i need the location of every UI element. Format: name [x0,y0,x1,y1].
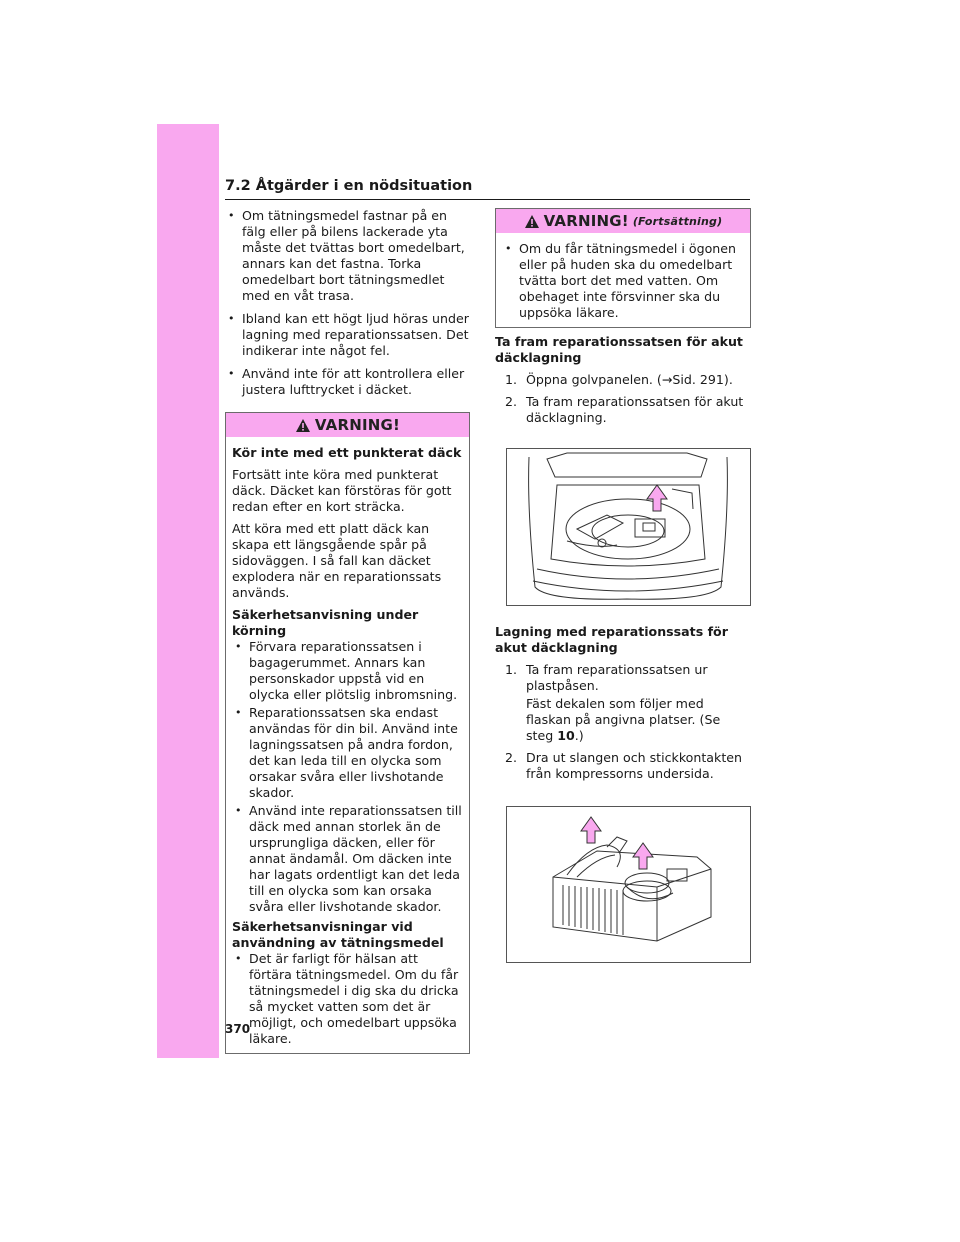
list-item: • Förvara reparationssatsen i bagagerummet. Annars kan personskador uppstå vid en olycka eller plötslig inbromsning. [232,639,463,703]
step-list [495,662,751,782]
up-arrow-icon [633,843,653,869]
list-item: • Använd inte för att kontrollera eller justera lufttrycket i däcket. [225,366,470,398]
list-item: • Använd inte reparationssatsen till däck med annan storlek än de ursprungliga däcken, eller för annat ändamål. Om däcken inte har lagats ordentligt kan det leda till en olycka som kan orsaka svåra eller livshotande skador. [232,803,463,915]
caution-bullet-list [225,208,470,398]
warning-header [226,413,469,437]
list-item: • Om tätningsmedel fastnar på en fälg eller på bilens lackerade yta måste det tvättas bort omedelbart, annars kan det fastna. Torka omedelbart bort tätningsmedlet med en våt trasa. [225,208,470,304]
step-note: Fäst dekalen som följer med flaskan på angivna platser. (Se steg 10.) [526,696,721,743]
trunk-kit-figure [506,448,751,606]
warning-body [226,437,469,1053]
list-item: • Ibland kan ett högt ljud höras under lagning med reparationssatsen. Det indikerar inte något fel. [225,311,470,359]
warning-subheading: Säkerhetsanvisningar vid användning av tätningsmedel [232,919,444,950]
up-arrow-icon [647,485,667,511]
warning-bullet-list [502,241,744,321]
section-title: 7.2 Åtgärder i en nödsituation [225,178,473,194]
warning-triangle-icon [524,214,540,229]
warning-triangle-icon [295,418,311,433]
trunk-illustration [507,449,750,605]
compressor-figure [506,806,751,963]
list-item: • Om du får tätningsmedel i ögonen eller på huden ska du omedelbart tvätta bort det med vatten. Om obehaget inte försvinner ska du uppsöka läkare. [502,241,744,321]
left-column [225,208,470,1054]
step-list [495,372,751,426]
warning-paragraph: Att köra med ett platt däck kan skapa ett längsgående spår på sidoväggen. I så fall kan däcket explodera när en reparationssats används. [232,521,442,600]
step-item: 1. Ta fram reparationssatsen ur plastpåsen. [505,662,708,693]
right-column [495,208,751,963]
step-item: 2. Dra ut slangen och stickkontakten från kompressorns undersida. [505,750,742,781]
up-arrow-icon [581,817,601,843]
list-item: • Det är farligt för hälsan att förtära tätningsmedel. Om du får tätningsmedel i dig ska du dricka så mycket vatten som det är möjligt, och omedelbart uppsöka läkare. [232,951,463,1047]
continuation-label: (Fortsättning) [632,214,723,228]
section-divider [225,199,750,200]
section-heading: Ta fram reparationssatsen för akut däcklagning [495,334,743,365]
step-item: 2. Ta fram reparationssatsen för akut däcklagning. [505,394,744,425]
page-number: 370 [225,1022,251,1036]
warning-continued-box [495,208,751,328]
warning-paragraph: Fortsätt inte köra med punkterat däck. Däcket kan förstöras för gott redan efter en kort sträcka. [232,467,452,514]
warning-bullet-list [232,639,463,915]
warning-body [496,233,750,327]
warning-header [496,209,750,233]
step-item: 1. Öppna golvpanelen. (→Sid. 291). [505,372,733,387]
section-heading: Lagning med reparationssats för akut däcklagning [495,624,728,655]
warning-subheading: Kör inte med ett punkterat däck [232,445,462,460]
warning-title: VARNING! [314,416,401,434]
warning-subheading: Säkerhetsanvisning under körning [232,607,419,638]
warning-box [225,412,470,1054]
warning-bullet-list [232,951,463,1047]
chapter-side-tab [157,124,219,1058]
list-item: • Reparationssatsen ska endast användas för din bil. Använd inte lagningssatsen på andra fordon, det kan leda till en olycka som orsakar svåra eller livshotande skador. [232,705,463,801]
compressor-illustration [507,807,750,962]
warning-title: VARNING! [543,212,629,230]
